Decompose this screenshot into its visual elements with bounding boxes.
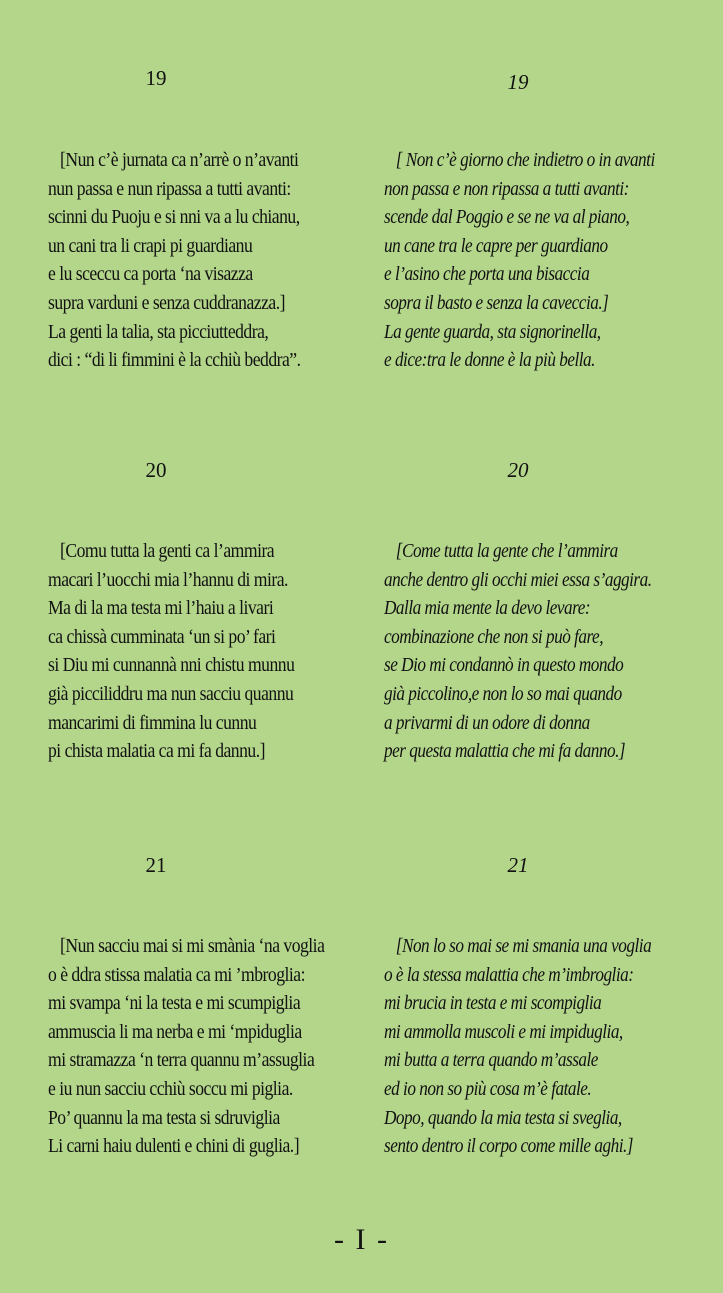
verse-line: Po’ quannu la ma testa si sdruviglia <box>48 1106 280 1129</box>
verse-line: pi chista malatia ca mi fa dannu.] <box>48 740 265 763</box>
stanza-number-right: 19 <box>507 70 529 94</box>
stanza-number-left: 21 <box>145 853 167 877</box>
verse-line: se Dio mi condannò in questo mondo <box>384 654 624 677</box>
verse-line: mi stramazza ‘n terra quannu m’assuglia <box>48 1049 315 1072</box>
verse-line: sopra il basto e senza la caveccia.] <box>384 291 609 314</box>
verse-line: [Nun c’è jurnata ca n’arrè o n’avanti <box>60 149 299 171</box>
verse-line: mi svampa ‘ni la testa e mi scumpiglia <box>48 992 301 1015</box>
verse-line: o è la stessa malattia che m’imbroglia: <box>384 963 634 986</box>
verse-line: scinni du Puoju e si nni va a lu chianu, <box>48 206 300 229</box>
verse-line: Ma di la ma testa mi l’haiu a livari <box>48 597 274 620</box>
verse-line: mi butta a terra quando m’assale <box>384 1049 598 1072</box>
verse-line: La genti la talia, sta picciutteddra, <box>48 320 269 343</box>
left-column-clip <box>0 928 370 1168</box>
verse-line: già picciliddru ma nun sacciu quannu <box>48 682 294 705</box>
verse-line: mancarimi di fimmina lu cunnu <box>48 711 257 734</box>
stanza-italian <box>384 537 652 766</box>
verse-line: [Comu tutta la genti ca l’ammira <box>60 540 275 562</box>
verse-line: mi brucia in testa e mi scompiglia <box>384 992 602 1015</box>
stanza-number-right: 20 <box>507 458 529 482</box>
verse-line: La gente guarda, sta signorinella, <box>384 320 601 343</box>
verse-line: non passa e non ripassa a tutti avanti: <box>384 177 629 200</box>
verse-line: mi ammolla muscoli e mi impiduglia, <box>384 1020 623 1043</box>
verse-line: [Come tutta la gente che l’ammira <box>395 540 618 562</box>
verse-line: scende dal Poggio e se ne va al piano, <box>384 206 630 229</box>
stanza-italian <box>384 932 651 1161</box>
verse-line: ca chissà cumminata ‘un si po’ fari <box>48 625 276 648</box>
stanza-sicilian <box>48 537 294 766</box>
verse-line: macari l’uocchi mia l’hannu di mira. <box>48 568 288 591</box>
verse-line: un cani tra li crapi pi guardianu <box>48 234 253 257</box>
page-number: - I - <box>334 1223 389 1256</box>
verse-line: Dopo, quando la mia testa si sveglia, <box>384 1106 622 1129</box>
verse-line: [Nun sacciu mai si mi smània ‘na voglia <box>60 935 325 957</box>
verse-line: si Diu mi cunnannà nni chistu munnu <box>48 654 295 677</box>
verse-line: o è ddra stissa malatia ca mi ’mbroglia: <box>48 963 305 986</box>
stanza-number-right: 21 <box>507 853 529 877</box>
stanza-italian <box>384 146 655 375</box>
verse-line: [ Non c’è giorno che indietro o in avanti <box>395 149 655 171</box>
stanza-number-left: 19 <box>145 66 167 90</box>
verse-line: Dalla mia mente la devo levare: <box>384 597 591 620</box>
verse-line: per questa malattia che mi fa danno.] <box>384 740 626 763</box>
verse-line: a privarmi di un odore di donna <box>384 711 590 734</box>
stanza-sicilian <box>48 146 301 375</box>
stanza-sicilian <box>48 932 324 1161</box>
verse-line: sento dentro il corpo come mille aghi.] <box>384 1135 633 1158</box>
verse-line: supra varduni e senza cuddranazza.] <box>48 291 285 314</box>
verse-line: e iu nun sacciu cchiù soccu mi piglia. <box>48 1077 293 1100</box>
verse-line: e dice:tra le donne è la più bella. <box>384 349 595 372</box>
verse-line: già piccolino,e non lo so mai quando <box>384 682 622 705</box>
verse-line: ammuscia li ma nerba e mi ‘mpiduglia <box>48 1020 302 1043</box>
verse-line: anche dentro gli occhi miei essa s’aggira. <box>384 568 652 591</box>
verse-line: e l’asino che porta una bisaccia <box>384 263 590 286</box>
verse-line: [Non lo so mai se mi smania una voglia <box>395 935 652 957</box>
verse-line: dici : “di li fimmini è la cchiù beddra”. <box>48 349 301 372</box>
verse-line: combinazione che non si può fare, <box>384 625 604 648</box>
verse-line: Li carni haiu dulenti e chini di guglia.] <box>48 1135 300 1158</box>
verse-line: e lu sceccu ca porta ‘na visazza <box>48 263 253 286</box>
stanza-number-left: 20 <box>145 458 167 482</box>
verse-line: un cane tra le capre per guardiano <box>384 234 608 257</box>
verse-line: ed io non so più cosa m’è fatale. <box>384 1077 592 1100</box>
verse-line: nun passa e nun ripassa a tutti avanti: <box>48 177 291 200</box>
